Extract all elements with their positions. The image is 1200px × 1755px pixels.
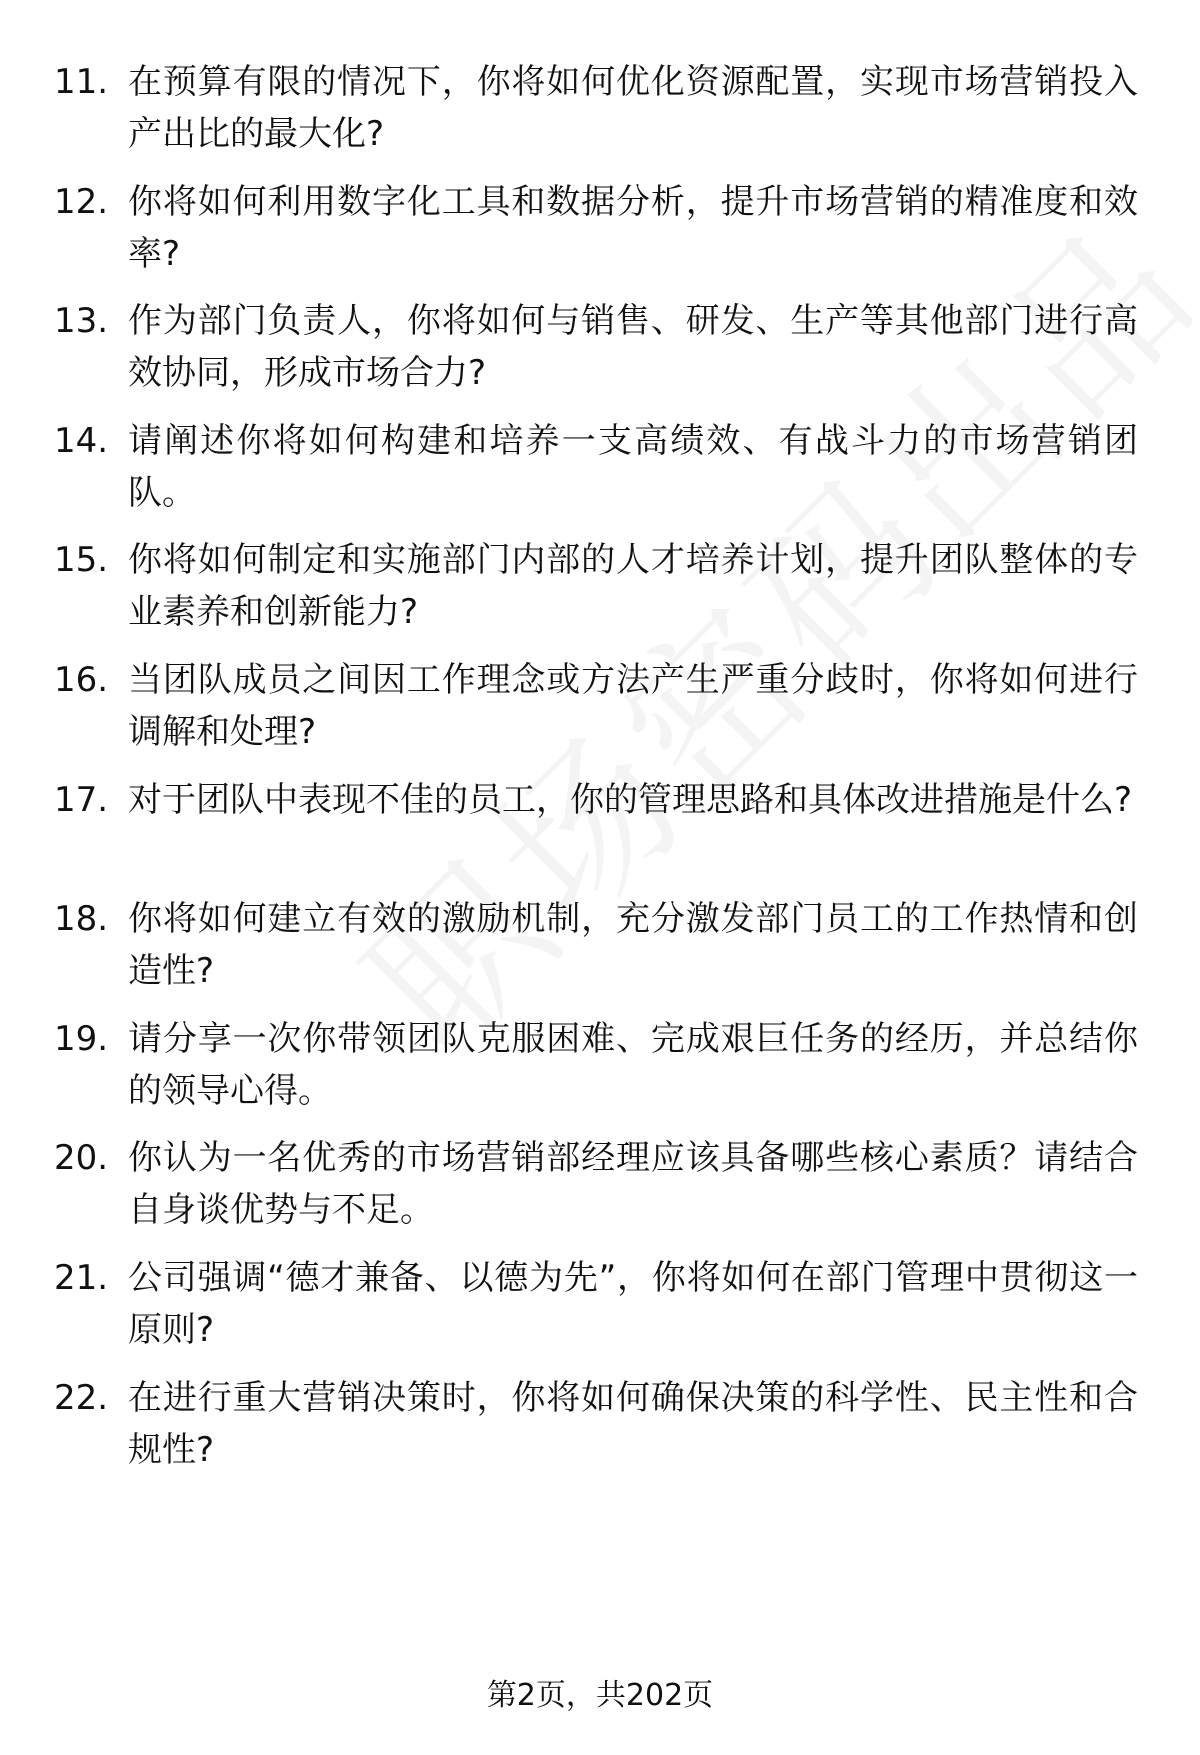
question-text: 请阐述你将如何构建和培养一支高绩效、有战斗力的市场营销团队。 bbox=[128, 420, 1138, 513]
list-item bbox=[0, 1132, 1200, 1252]
question-number: 11. bbox=[54, 62, 109, 102]
question-number: 13. bbox=[54, 301, 109, 342]
question-number: 15. bbox=[54, 540, 109, 581]
question-text: 当团队成员之间因工作理念或方法产生严重分歧时，你将如何进行调解和处理? bbox=[128, 659, 1138, 752]
question-text: 你将如何制定和实施部门内部的人才培养计划，提升团队整体的专业素养和创新能力? bbox=[128, 540, 1138, 633]
list-item bbox=[0, 415, 1200, 535]
list-item bbox=[0, 176, 1200, 296]
question-number: 21. bbox=[54, 1257, 109, 1298]
question-text: 在进行重大营销决策时，你将如何确保决策的科学性、民主性和合规性? bbox=[128, 1377, 1138, 1470]
question-text: 你认为一名优秀的市场营销部经理应该具备哪些核心素质？请结合自身谈优势与不足。 bbox=[128, 1138, 1138, 1231]
question-number: 20. bbox=[54, 1138, 109, 1179]
list-item bbox=[0, 56, 1200, 176]
question-text: 你将如何建立有效的激励机制，充分激发部门员工的工作热情和创造性? bbox=[128, 899, 1138, 992]
question-number: 12. bbox=[54, 181, 109, 222]
question-text: 对于团队中表现不佳的员工，你的管理思路和具体改进措施是什么? bbox=[128, 779, 1133, 820]
list-item bbox=[0, 774, 1200, 894]
question-text: 作为部门负责人，你将如何与销售、研发、生产等其他部门进行高效协同，形成市场合力? bbox=[128, 301, 1138, 394]
question-text: 请分享一次你带领团队克服困难、完成艰巨任务的经历，并总结你的领导心得。 bbox=[128, 1018, 1138, 1111]
question-number: 19. bbox=[54, 1018, 109, 1059]
question-number: 17. bbox=[54, 779, 109, 820]
question-text: 在预算有限的情况下，你将如何优化资源配置，实现市场营销投入产出比的最大化? bbox=[128, 62, 1138, 154]
list-item bbox=[0, 654, 1200, 774]
question-text: 你将如何利用数字化工具和数据分析，提升市场营销的精准度和效率? bbox=[128, 181, 1138, 274]
list-item bbox=[0, 1252, 1200, 1372]
question-number: 22. bbox=[54, 1377, 109, 1418]
list-item bbox=[0, 893, 1200, 1013]
page-number-footer: 第2页，共202页 bbox=[486, 1678, 714, 1713]
question-text: 公司强调“德才兼备、以德为先”，你将如何在部门管理中贯彻这一原则? bbox=[128, 1257, 1138, 1350]
list-item bbox=[0, 295, 1200, 415]
list-item bbox=[0, 534, 1200, 654]
question-number: 18. bbox=[54, 899, 109, 940]
question-number: 16. bbox=[54, 659, 109, 700]
list-item bbox=[0, 1013, 1200, 1133]
question-list bbox=[0, 56, 1200, 1491]
question-number: 14. bbox=[54, 420, 109, 461]
list-item bbox=[0, 1372, 1200, 1492]
